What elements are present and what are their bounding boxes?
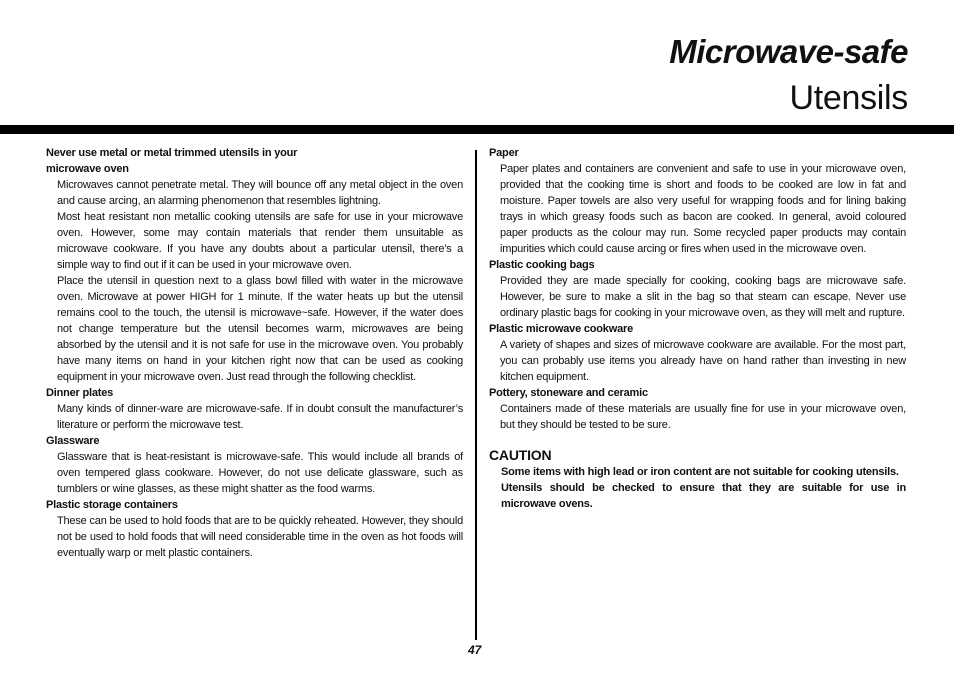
right-column: [489, 145, 906, 512]
dinner-plates-paragraph: Many kinds of dinner-ware are microwave-safe. If in doubt consult the manufacturer’s literature or perform the microwave test.: [57, 403, 463, 431]
intro-paragraph-1: Microwaves cannot penetrate metal. They will bounce off any metal object in the oven and cause arcing, an alarming phenomenon that resembles lightning.: [57, 179, 463, 207]
header-rule: [0, 125, 954, 134]
microwave-cookware-paragraph: A variety of shapes and sizes of microwave cookware are available. For the most part, you can probably use items you already have on hand rather than investing in new kitchen equipment.: [500, 339, 906, 383]
page-subtitle: Utensils: [789, 79, 908, 117]
cooking-bags-paragraph: Provided they are made specially for cooking, cooking bags are microwave safe. However, be sure to make a slit in the bag so that steam can escape. Never use ordinary plastic bags for cooking in your microwave oven, as they will melt and rupture.: [500, 275, 906, 319]
glassware-paragraph: Glassware that is heat-resistant is microwave-safe. This would include all brands of oven tempered glass cookware. However, do not use delicate glassware, such as tumblers or wine glasses, as these might shatter as the food warms.: [57, 451, 463, 495]
intro-heading-line1: Never use metal or metal trimmed utensils in your: [46, 147, 298, 159]
glassware-heading: Glassware: [46, 435, 100, 447]
column-divider: [475, 150, 477, 640]
caution-paragraph-1: Some items with high lead or iron content are not suitable for cooking utensils.: [501, 466, 899, 478]
caution-paragraph-2: Utensils should be checked to ensure that they are suitable for use in microwave ovens.: [501, 482, 906, 510]
paper-heading: Paper: [489, 147, 519, 159]
dinner-plates-heading: Dinner plates: [46, 387, 114, 399]
left-column: [46, 145, 463, 561]
microwave-cookware-heading: Plastic microwave cookware: [489, 323, 633, 335]
pottery-heading: Pottery, stoneware and ceramic: [489, 387, 648, 399]
paper-paragraph: Paper plates and containers are convenient and safe to use in your microwave oven, provided that the cooking time is short and foods to be cooked are low in fat and moisture. Paper towels are also very useful for wrapping foods and for lining baking trays in which greasy foods such as bacon are cooked. In general, avoid coloured paper products as the colour may run. Some recycled paper products may contain impurities which could cause arcing or fires when used in the microwave oven.: [500, 163, 906, 255]
intro-paragraph-3: Place the utensil in question next to a glass bowl filled with water in the microwave oven. Microwave at power HIGH for 1 minute. If the water heats up but the utensil remains cool to the touch, the utensil is microwave~safe. However, if the water does not change temperature but the utensil becomes warm, microwaves are being absorbed by the utensil and it is not safe for use in the microwave oven. You probably have many items on hand in your kitchen right now that can be used as cooking equipment in your microwave oven. Just read through the following checklist.: [57, 275, 463, 383]
plastic-storage-paragraph: These can be used to hold foods that are to be quickly reheated. However, they should not be used to hold foods that will need considerable time in the oven as hot foods will eventually warp or melt plastic containers.: [57, 515, 463, 559]
page-title: Microwave-safe: [669, 33, 908, 70]
plastic-storage-heading: Plastic storage containers: [46, 499, 178, 511]
caution-heading: CAUTION: [489, 447, 552, 463]
intro-heading-line2: microwave oven: [46, 163, 129, 175]
intro-paragraph-2: Most heat resistant non metallic cooking utensils are safe for use in your microwave oven. However, some may contain materials that render them unsuitable as microwave cookware. If you have any doubts about a particular utensil, there’s a simple way to find out if it can be used in your microwave oven.: [57, 211, 463, 271]
page-number: 47: [468, 643, 482, 657]
cooking-bags-heading: Plastic cooking bags: [489, 259, 595, 271]
pottery-paragraph: Containers made of these materials are usually fine for use in your microwave oven, but they should be tested to be sure.: [500, 403, 906, 431]
